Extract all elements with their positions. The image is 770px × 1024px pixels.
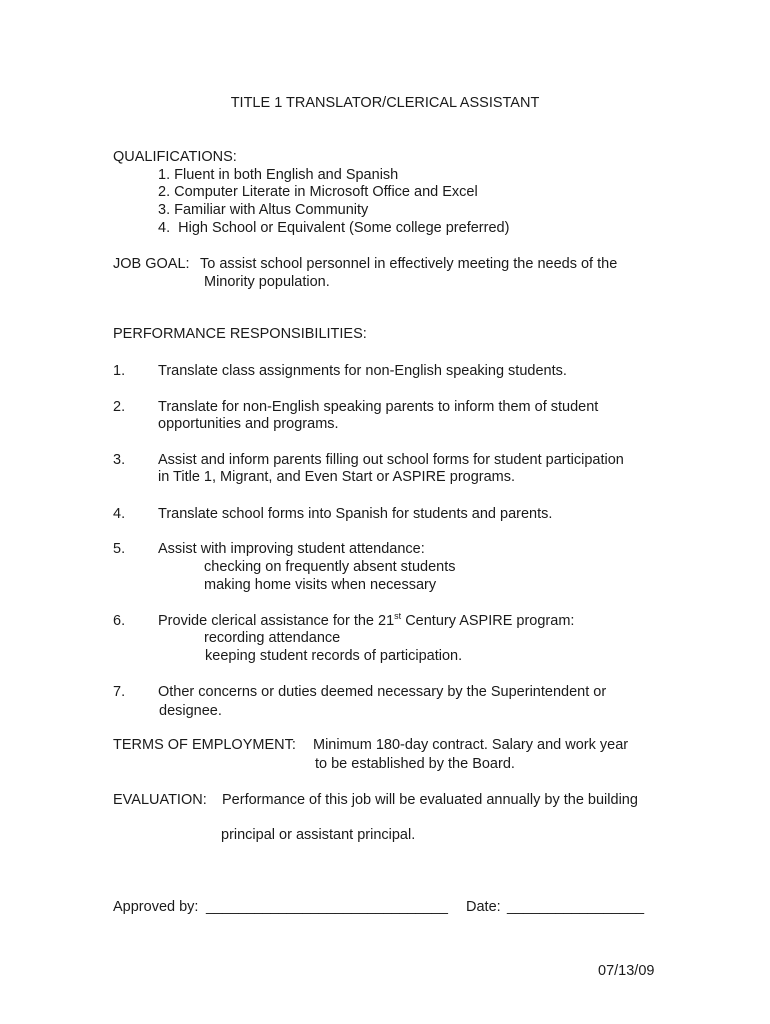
responsibility-text (158, 612, 574, 630)
responsibility-text: designee. (159, 703, 222, 719)
responsibility-text: opportunities and programs. (158, 416, 339, 432)
page-title: TITLE 1 TRANSLATOR/CLERICAL ASSISTANT (230, 95, 540, 111)
job-goal-text-line2: Minority population. (204, 274, 330, 290)
qualification-text: Fluent in both English and Spanish (174, 167, 399, 183)
evaluation-label: EVALUATION: (113, 792, 207, 808)
responsibility-subitem: keeping student records of participation. (205, 648, 463, 664)
responsibility-text: in Title 1, Migrant, and Even Start or ASPIRE programs. (158, 469, 516, 485)
responsibility-text-post: Century ASPIRE program: (401, 613, 575, 629)
date-label: Date: (466, 899, 501, 915)
responsibility-number: 1. (113, 363, 126, 379)
responsibility-number: 5. (113, 541, 126, 557)
qualification-text: Familiar with Altus Community (174, 202, 369, 218)
responsibility-text: Translate school forms into Spanish for students and parents. (158, 506, 553, 522)
qualification-item (158, 219, 509, 237)
responsibility-subitem: making home visits when necessary (204, 577, 437, 593)
responsibility-text: Assist and inform parents filling out school forms for student participation (158, 452, 624, 468)
responsibility-text: Translate class assignments for non-English speaking students. (158, 363, 567, 379)
qualification-text: Computer Literate in Microsoft Office and Excel (174, 184, 478, 200)
responsibility-text-pre: Provide clerical assistance for the 21 (158, 613, 395, 629)
date-signature-line: _________________ (507, 899, 645, 915)
responsibility-subitem: recording attendance (204, 630, 341, 646)
responsibility-number: 3. (113, 452, 126, 468)
evaluation-text-line2: principal or assistant principal. (221, 827, 416, 843)
responsibility-number: 4. (113, 506, 126, 522)
job-goal-text-line1: To assist school personnel in effectively meeting the needs of the (200, 256, 618, 272)
job-goal-label: JOB GOAL: (113, 256, 190, 272)
qualification-text: High School or Equivalent (Some college preferred) (174, 220, 510, 236)
qualifications-heading: QUALIFICATIONS: (113, 149, 237, 165)
responsibility-number: 2. (113, 399, 126, 415)
responsibility-number: 6. (113, 613, 126, 629)
terms-text-line2: to be established by the Board. (315, 756, 515, 772)
qualification-number: 1. (158, 167, 171, 183)
qualification-number: 4. (158, 220, 171, 236)
footer-date: 07/13/09 (598, 963, 655, 979)
terms-text-line1: Minimum 180-day contract. Salary and work year (313, 737, 629, 753)
qualification-item (158, 183, 478, 201)
approved-by-signature-line: ______________________________ (206, 899, 448, 915)
ordinal-superscript: st (394, 611, 402, 621)
performance-heading: PERFORMANCE RESPONSIBILITIES: (113, 326, 367, 342)
responsibility-number: 7. (113, 684, 126, 700)
qualification-number: 3. (158, 202, 171, 218)
responsibility-text: Translate for non-English speaking parents to inform them of student (158, 399, 599, 415)
responsibility-text: Other concerns or duties deemed necessary by the Superintendent or (158, 684, 607, 700)
qualification-item (158, 166, 398, 184)
qualification-number: 2. (158, 184, 171, 200)
qualification-item (158, 201, 368, 219)
evaluation-text-line1: Performance of this job will be evaluated annually by the building (222, 792, 638, 808)
responsibility-subitem: checking on frequently absent students (204, 559, 456, 575)
responsibility-text: Assist with improving student attendance: (158, 541, 425, 557)
terms-label: TERMS OF EMPLOYMENT: (113, 737, 296, 753)
approved-by-label: Approved by: (113, 899, 199, 915)
